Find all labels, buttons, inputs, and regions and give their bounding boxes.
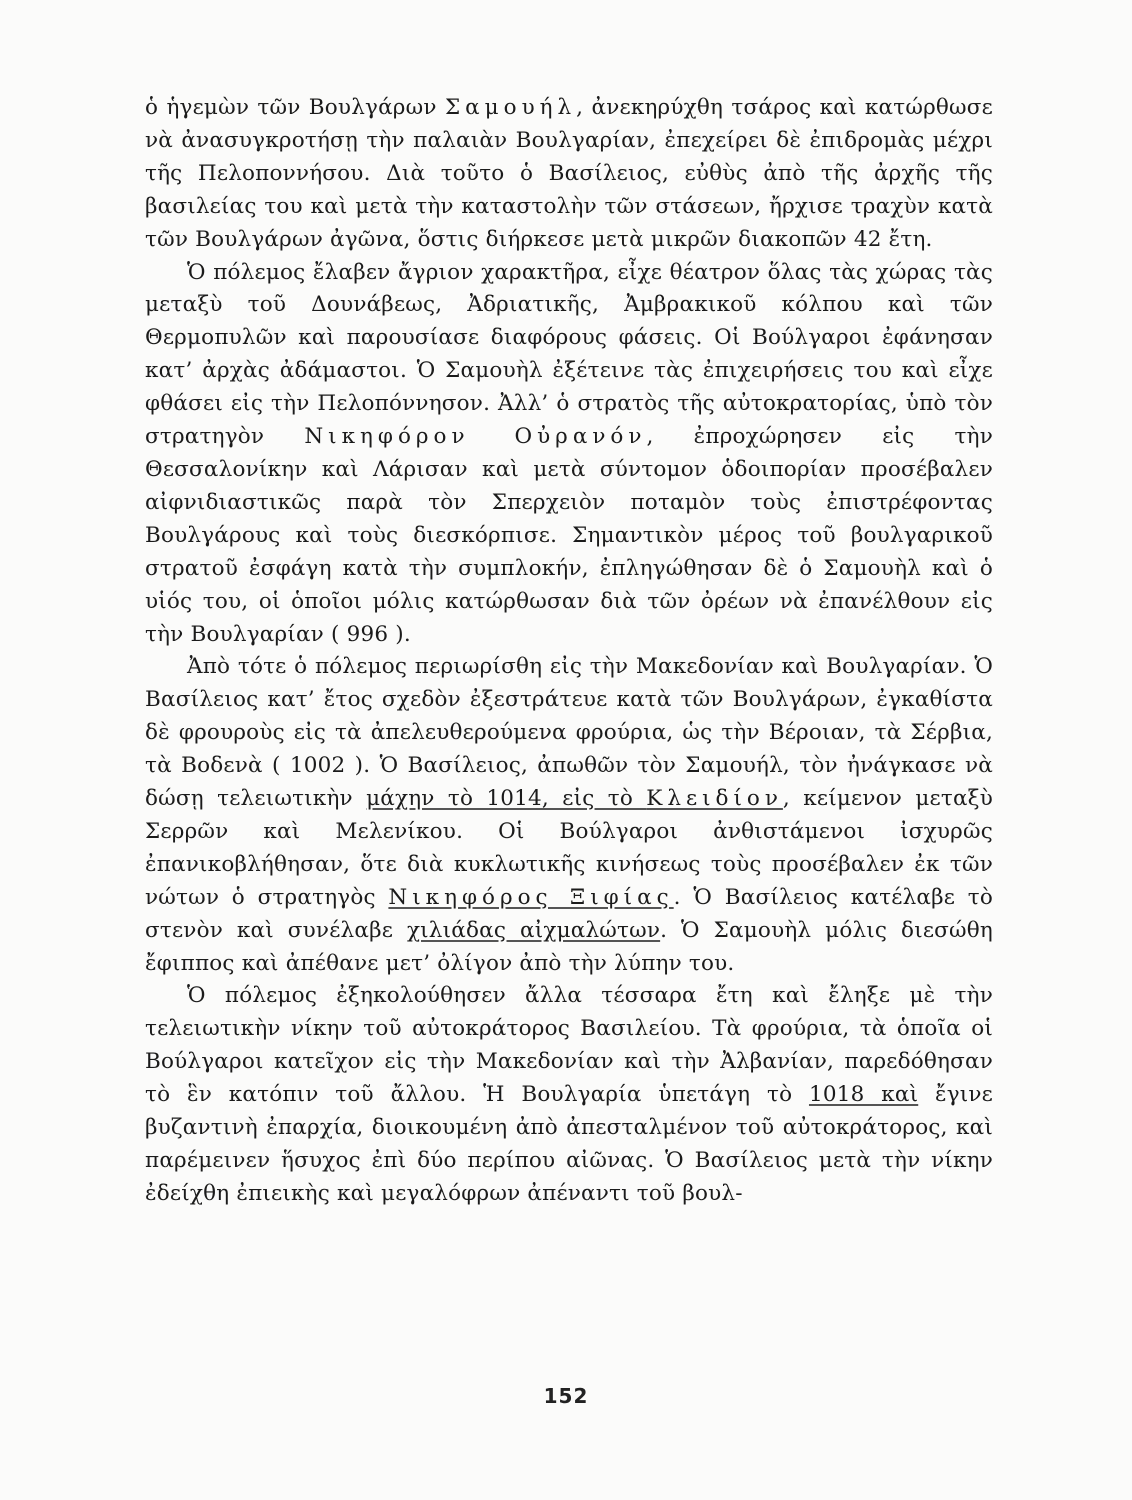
text-run: ἔγινε βυζαντινὴ ἐπαρχία, διοικουμένη ἀπὸ ἀπεσταλμένον τοῦ αὐτοκράτορος, καὶ παρέμεινεν ἥσυχος ἐπὶ δύο περίπου αἰῶνας. Ὁ Βασίλειος μετὰ τὴν νίκην ἐδείχθη ἐπιεικὴς καὶ μεγαλόφρων ἀπέναντι τοῦ βουλ- bbox=[145, 1082, 993, 1206]
page-number: 152 bbox=[543, 1384, 589, 1408]
paragraph bbox=[145, 980, 993, 1210]
emphasized-name: Κλειδίον bbox=[646, 786, 783, 812]
emphasized-name: Νικηφόρον Οὐρανόν bbox=[304, 424, 647, 450]
emphasized-name: Νικηφόρος Ξιφίας bbox=[388, 884, 674, 910]
emphasized-name: Σαμουήλ bbox=[444, 95, 577, 120]
text-run: 1018 καὶ bbox=[808, 1082, 919, 1108]
text-run: Ὁ πόλεμος ἔλαβεν ἄγριον χαρακτῆρα, εἶχε θέατρον ὅλας τὰς χώρας τὰς μεταξὺ τοῦ Δουνάβεως, Ἀδριατικῆς, Ἀμβρακικοῦ κόλπου καὶ τῶν Θερμοπυλῶν καὶ παρουσίασε διαφόρους φάσεις. Οἱ Βούλγαροι ἐφάνησαν κατ’ ἀρχὰς ἀδάμαστοι. Ὁ Σαμουὴλ ἐξέτεινε τὰς ἐπιχειρήσεις του καὶ εἶχε φθάσει εἰς τὴν Πελοπόννησον. Ἀλλ’ ὁ στρατὸς τῆς αὐτοκρατορίας, ὑπὸ τὸν στρατηγὸν bbox=[145, 259, 993, 450]
text-run: , ἀνεκηρύχθη τσάρος καὶ κατώρθωσε νὰ ἀνασυγκροτήσῃ τὴν παλαιὰν Βουλγαρίαν, ἐπεχείρει δὲ ἐπιδρομὰς μέχρι τῆς Πελοποννήσου. Διὰ τοῦτο ὁ Βασίλειος, εὐθὺς ἀπὸ τῆς ἀρχῆς τῆς βασιλείας του καὶ μετὰ τὴν καταστολὴν τῶν στάσεων, ἤρχισε τραχὺν κατὰ τῶν Βουλγάρων ἀγῶνα, ὅστις διήρκεσε μετὰ μικρῶν διακοπῶν 42 ἔτη. bbox=[145, 95, 994, 252]
text-run: , κείμενον μεταξὺ Σερρῶν καὶ Μελενίκου. Οἱ Βούλγαροι ἀνθιστάμενοι ἰσχυρῶς ἐπανικοβλήθησαν, ὅτε διὰ κυκλωτικῆς κινήσεως τοὺς προσέβαλεν ἐκ τῶν νώτων ὁ στρατηγὸς bbox=[145, 786, 993, 910]
text-run: μάχην τὸ 1014, εἰς τὸ bbox=[366, 786, 647, 812]
paragraph bbox=[145, 651, 993, 980]
text-run: Ὁ πόλεμος ἐξηκολούθησεν ἄλλα τέσσαρα ἔτη καὶ ἔληξε μὲ τὴν τελειωτικὴν νίκην τοῦ αὐτοκράτορος Βασιλείου. Τὰ φρούρια, τὰ ὁποῖα οἱ Βούλγαροι κατεῖχον εἰς τὴν Μακεδονίαν καὶ τὴν Ἀλβανίαν, παρεδόθησαν τὸ ἓν κατόπιν τοῦ ἄλλου. Ἡ Βουλγαρία ὑπετάγη τὸ bbox=[145, 983, 993, 1108]
text-run: . Ὁ Βασίλειος κατέλαβε τὸ στενὸν καὶ συνέλαβε bbox=[145, 884, 994, 943]
text-run: χιλιάδας αἰχμαλώτων bbox=[406, 917, 661, 943]
text-run: , ἐπροχώρησεν εἰς τὴν Θεσσαλονίκην καὶ Λάρισαν καὶ μετὰ σύντομον ὁδοιπορίαν προσέβαλεν αἰφνιδιαστικῶς παρὰ τὸν Σπερχειὸν ποταμὸν τοὺς ἐπιστρέφοντας Βουλγάρους καὶ τοὺς διεσκόρπισε. Σημαντικὸν μέρος τοῦ βουλγαρικοῦ στρατοῦ ἐσφάγη κατὰ τὴν συμπλοκήν, ἐπληγώθησαν δὲ ὁ Σαμουὴλ καὶ ὁ υἱός του, οἱ ὁποῖοι μόλις κατώρθωσαν διὰ τῶν ὀρέων νὰ ἐπανέλθουν εἰς τὴν Βουλγαρίαν ( 996 ). bbox=[145, 424, 993, 647]
text-run: Ἀπὸ τότε ὁ πόλεμος περιωρίσθη εἰς τὴν Μακεδονίαν καὶ Βουλγαρίαν. Ὁ Βασίλειος κατ’ ἔτος σχεδὸν ἐξεστράτευε κατὰ τῶν Βουλγάρων, ἐγκαθίστα δὲ φρουροὺς εἰς τὰ ἀπελευθερούμενα φρούρια, ὡς τὴν Βέροιαν, τὰ Σέρβια, τὰ Βοδενὰ ( 1002 ). Ὁ Βασίλειος, ἀπωθῶν τὸν Σαμουήλ, τὸν ἠνάγκασε νὰ δώσῃ τελειωτικὴν bbox=[145, 654, 993, 812]
body-text bbox=[145, 92, 993, 1211]
paragraph bbox=[145, 92, 993, 257]
text-run: . Ὁ Σαμουὴλ μόλις διεσώθη ἔφιππος καὶ ἀπέθανε μετ’ ὀλίγον ἀπὸ τὴν λύπην του. bbox=[145, 917, 994, 976]
paragraph bbox=[145, 257, 993, 652]
text-run: ὁ ἡγεμὼν τῶν Βουλγάρων bbox=[145, 95, 445, 120]
